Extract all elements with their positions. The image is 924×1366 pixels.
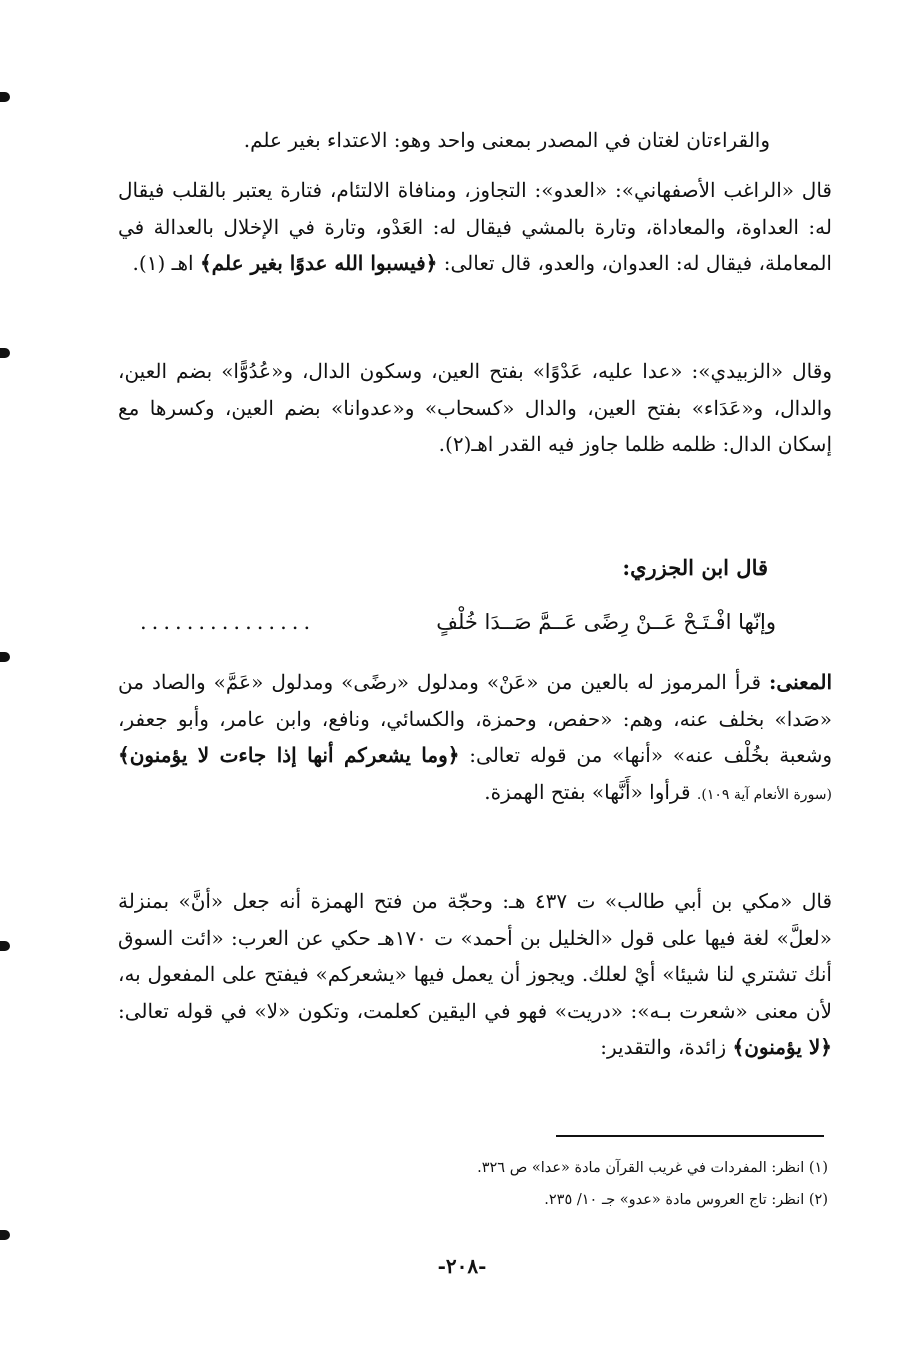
poem-line <box>140 610 776 634</box>
margin-mark <box>0 1230 10 1240</box>
quran-verse: ﴿وما يشعركم أنها إذا جاءت لا يؤمنون﴾ <box>118 743 460 767</box>
margin-mark <box>0 941 10 951</box>
margin-mark <box>0 652 10 662</box>
paragraph-text: والقراءتان لغتان في المصدر بمعنى واحد وهو: الاعتداء بغير علم. <box>243 128 770 152</box>
meaning-label: المعنى: <box>769 670 832 694</box>
page-number: -٢٠٨- <box>437 1254 487 1278</box>
poem-dots: ............... <box>140 610 316 634</box>
quran-verse: ﴿فيسبوا الله عدوًا بغير علم﴾ <box>199 251 438 275</box>
paragraph-text <box>118 664 832 813</box>
paragraph-text: وقال «الزبيدي»: «عدا عليه، عَدْوًا» بفتح العين، وسكون الدال، و«عُدُوًّا» بضم العين، والدال، و«عَدَاء» بفتح العين، والدال «كسحاب» و«عدوانا» بضم العين، وكسرها مع إسكان الدال: ظلمه ظلما جاوز فيه القدر اهـ(٢). <box>118 359 832 456</box>
paragraph-text <box>118 172 832 282</box>
paragraph-text <box>118 883 832 1066</box>
poem-text: وإنّها افْـتَـحْ عَــنْ رِضًى عَــمَّ صَــدَا خُلْفٍ <box>436 610 776 634</box>
paragraph-ending: اهـ (١). <box>132 251 194 275</box>
footnotes <box>300 1152 828 1216</box>
paragraph-2 <box>118 172 832 282</box>
footnote-divider <box>556 1135 824 1137</box>
paragraph-5 <box>118 883 832 1066</box>
paragraph-4 <box>118 664 832 813</box>
margin-mark <box>0 348 10 358</box>
paragraph-body: قرأ المرموز له بالعين من «عَنْ» ومدلول «رضًى» ومدلول «عَمَّ» والصاد من «صَدا» بخلف عنه، وهم: «حفص، وحمزة، والكسائي، ونافع، وابن عامر، وأبو جعفر، وشعبة بخُلْف عنه» «أنها» من قوله تعالى: <box>118 670 833 767</box>
quran-verse: ﴿لا يؤمنون﴾ <box>732 1035 832 1059</box>
paragraph-body: قال «الراغب الأصفهاني»: «العدو»: التجاوز، ومنافاة الالتئام، فتارة يعتبر بالقلب فيقال له: العداوة، والمعاداة، وتارة بالمشي فيقال له: العَدْو، وتارة في الإخلال بالعدالة في المعاملة، فيقال له: العدوان، والعدو، قال تعالى: <box>118 178 832 275</box>
margin-mark <box>0 92 10 102</box>
surah-reference: (سورة الأنعام آية ١٠٩). <box>696 786 832 803</box>
section-heading: قال ابن الجزري: <box>622 555 768 580</box>
paragraph-3 <box>118 353 832 463</box>
footnote-item: (٢) انظر: تاج العروس مادة «عدو» جـ ١٠/ ٢٣٥. <box>544 1192 828 1208</box>
paragraph-body: زائدة، والتقدير: <box>600 1035 727 1059</box>
paragraph-1 <box>180 122 770 159</box>
paragraph-body: قال «مكي بن أبي طالب» ت ٤٣٧ هـ: وحجّة من فتح الهمزة أنه جعل «أنَّ» بمنزلة «لعلَّ» لغة فيها على قول «الخليل بن أحمد» ت ١٧٠هـ حكي عن العرب: «ائت السوق أنك تشتري لنا شيئا» أيْ لعلك. ويجوز أن يعمل فيها «يشعركم» فيفتح على المفعول به، لأن معنى «شعرت بـه»: «دريت» فهو في اليقين كعلمت، وتكون «لا» في قوله تعالى: <box>118 889 833 1023</box>
footnote-item: (١) انظر: المفردات في غريب القرآن مادة «عدا» ص ٣٢٦. <box>477 1160 828 1176</box>
paragraph-body: قرأوا «أَنَّها» بفتح الهمزة. <box>484 779 691 804</box>
